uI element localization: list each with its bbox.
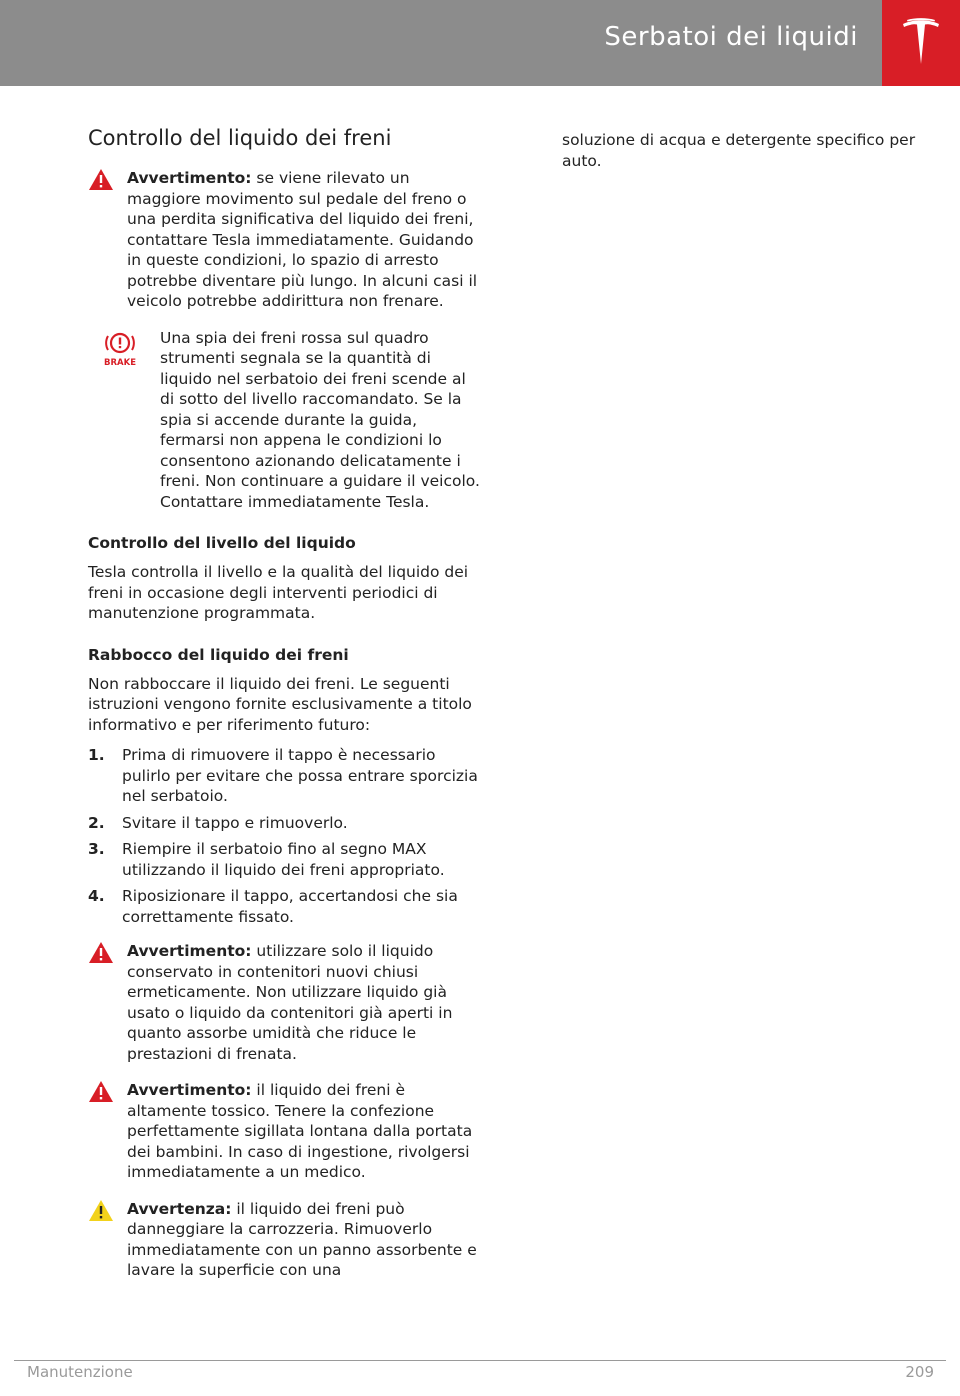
warning-text: il liquido dei freni è altamente tossico. Tenere la confezione perfettamente sigillata lontana dalla portata dei bambini. In caso di ingestione, rivolgersi immediatamente a un medico. xyxy=(127,1081,473,1181)
tesla-logo-icon xyxy=(901,18,941,66)
step-item xyxy=(88,745,482,807)
step-item xyxy=(88,886,482,927)
page-number: 209 xyxy=(905,1363,934,1381)
warning-label: Avvertimento: xyxy=(127,1081,252,1099)
step-text: Svitare il tappo e rimuoverlo. xyxy=(122,813,348,832)
warning-notice xyxy=(88,168,482,312)
brand-logo-box xyxy=(882,0,960,86)
brake-indicator-note xyxy=(88,328,482,513)
warning-triangle-icon xyxy=(88,1080,114,1103)
footer-section: Manutenzione xyxy=(27,1363,133,1381)
level-check-heading: Controllo del livello del liquido xyxy=(88,534,356,552)
topup-steps xyxy=(88,745,482,927)
warning-notice xyxy=(88,941,482,1064)
step-number: 1. xyxy=(88,746,105,764)
step-number: 4. xyxy=(88,887,105,905)
caution-notice xyxy=(88,1199,482,1281)
section-title-header: Serbatoi dei liquidi xyxy=(604,22,858,52)
continuation-text: soluzione di acqua e detergente specifico per auto. xyxy=(562,131,916,170)
left-column xyxy=(88,126,482,1297)
right-column xyxy=(562,130,922,171)
level-check-text: Tesla controlla il livello e la qualità del liquido dei freni in occasione degli interventi periodici di manutenzione programmata. xyxy=(88,563,469,622)
caution-triangle-icon xyxy=(88,1199,114,1222)
warning-text: se viene rilevato un maggiore movimento sul pedale del freno o una perdita significativa del liquido dei freni, contattare Tesla immediatamente. Guidando in queste condizioni, lo spazio di arresto potrebbe diventare più lungo. In alcuni casi il veicolo potrebbe addirittura non frenare. xyxy=(127,169,478,310)
warning-triangle-icon xyxy=(88,168,114,191)
brake-icon-label: BRAKE xyxy=(104,357,136,368)
page-header xyxy=(0,0,960,86)
warning-label: Avvertimento: xyxy=(127,169,252,187)
step-number: 3. xyxy=(88,840,105,858)
warning-text: utilizzare solo il liquido conservato in contenitori nuovi chiusi ermeticamente. Non utilizzare liquido già usato o liquido da contenitori già aperti in quanto assorbe umidità che riduce le prestazioni di frenata. xyxy=(127,942,453,1063)
step-item xyxy=(88,839,482,880)
step-text: Riempire il serbatoio fino al segno MAX utilizzando il liquido dei freni appropriato. xyxy=(122,840,445,879)
topup-text: Non rabboccare il liquido dei freni. Le seguenti istruzioni vengono fornite esclusivamente a titolo informativo e per riferimento futuro: xyxy=(88,674,472,734)
warning-notice xyxy=(88,1080,482,1183)
page-heading: Controllo del liquido dei freni xyxy=(88,126,392,150)
warning-label: Avvertimento: xyxy=(127,942,252,960)
step-item xyxy=(88,813,482,834)
caution-text: il liquido dei freni può danneggiare la carrozzeria. Rimuoverlo immediatamente con un panno assorbente e lavare la superficie con una xyxy=(127,1199,477,1279)
footer-divider xyxy=(14,1360,946,1361)
step-text: Prima di rimuovere il tappo è necessario pulirlo per evitare che possa entrare sporcizia nel serbatoio. xyxy=(122,746,478,805)
caution-label: Avvertenza: xyxy=(127,1199,232,1218)
step-number: 2. xyxy=(88,813,105,832)
step-text: Riposizionare il tappo, accertandosi che sia correttamente fissato. xyxy=(122,887,458,926)
topup-heading: Rabbocco del liquido dei freni xyxy=(88,645,349,664)
brake-warning-icon xyxy=(100,330,140,370)
warning-triangle-icon xyxy=(88,941,114,964)
brake-indicator-text: Una spia dei freni rossa sul quadro strumenti segnala se la quantità di liquido nel serbatoio dei freni scende al di sotto del livello raccomandato. Se la spia si accende durante la guida, fermarsi non appena le condizioni lo consentono azionando delicatamente i freni. Non continuare a guidare il veicolo. Contattare immediatamente Tesla. xyxy=(160,328,480,511)
